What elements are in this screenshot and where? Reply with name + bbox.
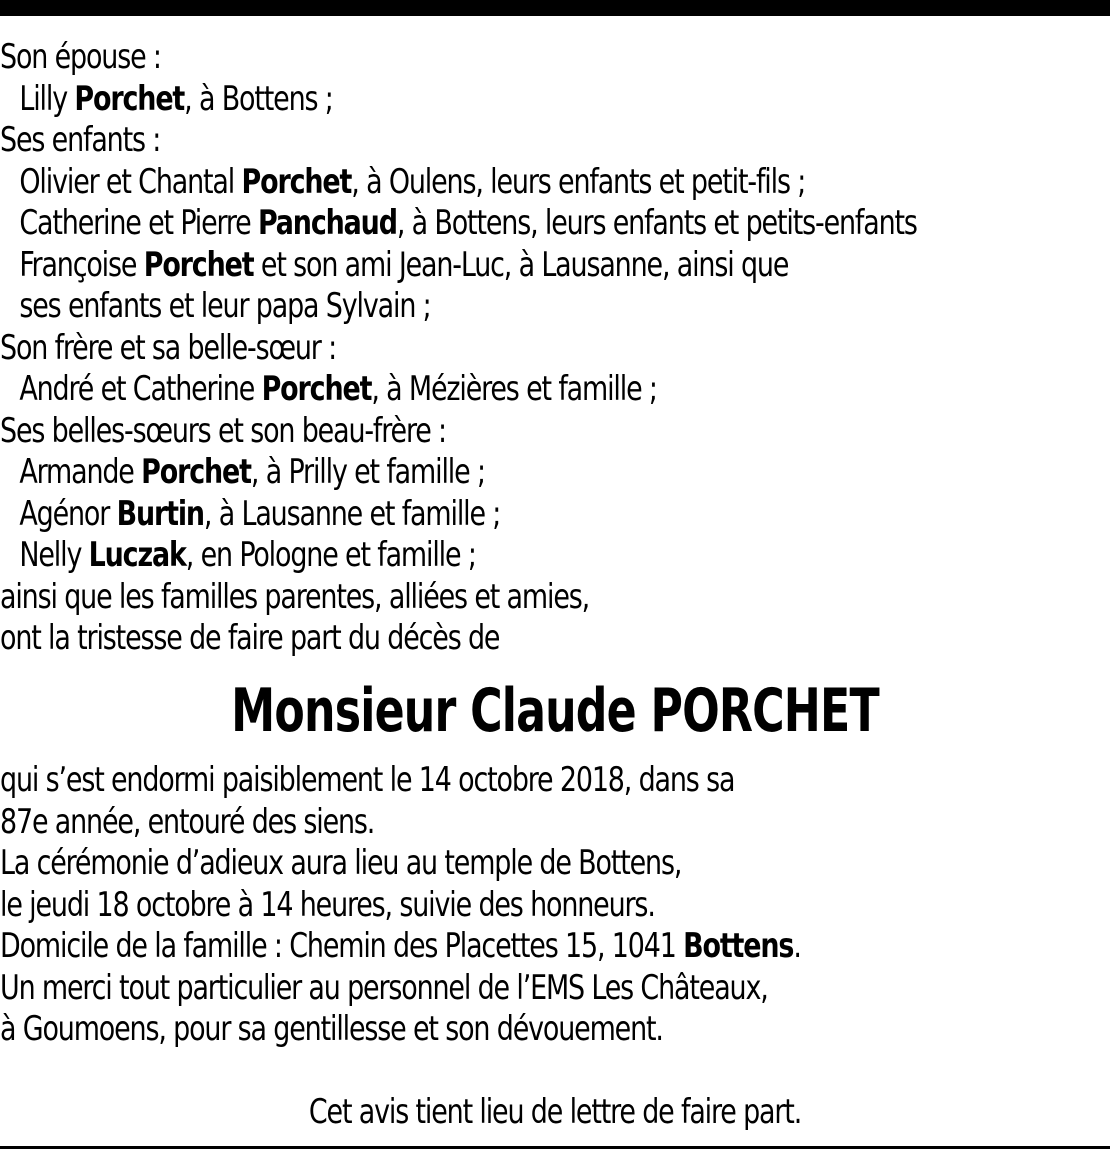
details-line: qui s’est endormi paisiblement le 14 octobre 2018, dans sa bbox=[0, 760, 735, 800]
child-first: Françoise bbox=[19, 244, 137, 285]
child-rest: , à Bottens, leurs enfants et petits-enfants bbox=[396, 203, 917, 243]
brother-line bbox=[0, 369, 977, 411]
inlaw-surname: Luczak bbox=[88, 535, 186, 575]
brother-label: Son frère et sa belle-sœur : bbox=[0, 327, 337, 368]
ceremony-details bbox=[0, 760, 1110, 1051]
details-line: La cérémonie d’adieux aura lieu au temple de Bottens, bbox=[0, 843, 682, 883]
wife-surname: Porchet bbox=[74, 78, 185, 119]
closing-note: Cet avis tient lieu de lettre de faire part. bbox=[308, 1092, 802, 1132]
child-line bbox=[0, 162, 977, 204]
inlaw-rest: , à Lausanne et famille ; bbox=[203, 493, 501, 534]
inlaw-first: Nelly bbox=[19, 535, 82, 575]
details-line: le jeudi 18 octobre à 14 heures, suivie des honneurs. bbox=[0, 884, 655, 925]
wife-label: Son épouse : bbox=[0, 37, 161, 77]
wife-first: Lilly bbox=[19, 78, 68, 119]
families-line: ainsi que les familles parentes, alliées et amies, bbox=[0, 576, 590, 617]
wife-rest: , à Bottens ; bbox=[184, 78, 333, 119]
child-rest: , à Oulens, leurs enfants et petit-fils ; bbox=[351, 161, 806, 202]
domicile-line bbox=[0, 926, 977, 968]
inlaw-first: Armande bbox=[19, 452, 134, 492]
child-surname: Porchet bbox=[143, 244, 254, 285]
inlaw-rest: , à Prilly et famille ; bbox=[250, 452, 485, 492]
child-first: Olivier et Chantal bbox=[19, 161, 235, 202]
bottom-rule bbox=[0, 1146, 1110, 1149]
inlaw-rest: , en Pologne et famille ; bbox=[185, 535, 476, 575]
domicile-prefix: Domicile de la famille : Chemin des Placettes 15, 1041 bbox=[0, 926, 676, 966]
details-line: à Goumoens, pour sa gentillesse et son dévouement. bbox=[0, 1009, 663, 1049]
child-rest: et son ami Jean-Luc, à Lausanne, ainsi que bbox=[260, 244, 789, 285]
brother-surname: Porchet bbox=[261, 369, 372, 409]
inlaw-surname: Burtin bbox=[116, 493, 204, 534]
domicile-suffix: . bbox=[793, 926, 801, 966]
wife-line bbox=[0, 79, 977, 121]
family-list bbox=[0, 37, 1110, 660]
details-line: Un merci tout particulier au personnel de l’EMS Les Châteaux, bbox=[0, 967, 768, 1008]
domicile-town: Bottens bbox=[683, 926, 794, 966]
top-rule bbox=[0, 0, 1110, 16]
children-continuation: ses enfants et leur papa Sylvain ; bbox=[19, 286, 431, 326]
inlaw-line bbox=[0, 494, 977, 536]
inlaw-surname: Porchet bbox=[141, 452, 251, 492]
children-label: Ses enfants : bbox=[0, 120, 161, 160]
details-line: 87e année, entouré des siens. bbox=[0, 801, 375, 842]
inlaw-line bbox=[0, 535, 977, 577]
brother-rest: , à Mézières et famille ; bbox=[371, 369, 657, 409]
child-line bbox=[0, 245, 977, 287]
child-surname: Porchet bbox=[241, 161, 352, 202]
inlaws-label: Ses belles-sœurs et son beau-frère : bbox=[0, 410, 446, 451]
child-surname: Panchaud bbox=[258, 203, 397, 243]
brother-first: André et Catherine bbox=[19, 369, 255, 409]
inlaw-first: Agénor bbox=[19, 493, 110, 534]
inlaw-line bbox=[0, 452, 977, 494]
announce-line: ont la tristesse de faire part du décès de bbox=[0, 618, 500, 658]
child-first: Catherine et Pierre bbox=[19, 203, 251, 243]
child-line bbox=[0, 203, 977, 245]
deceased-name: Monsieur Claude PORCHET bbox=[231, 676, 879, 746]
